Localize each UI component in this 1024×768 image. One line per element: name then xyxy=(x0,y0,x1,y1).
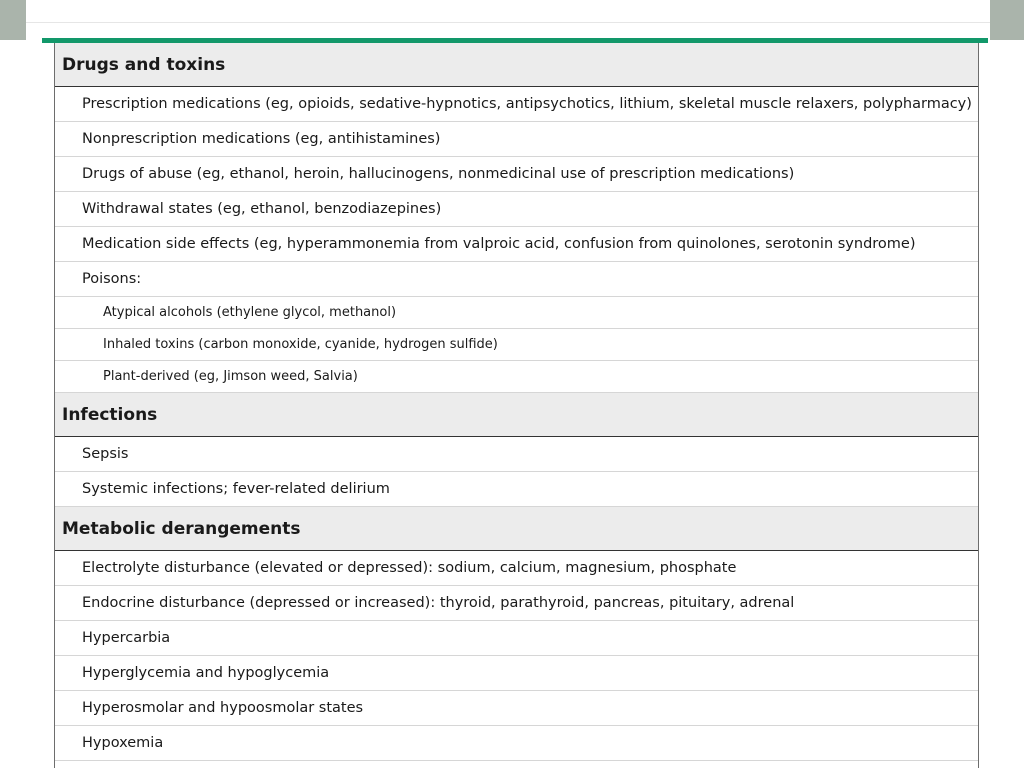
table-row: Hypoxemia xyxy=(55,726,978,761)
table-subrow: Inhaled toxins (carbon monoxide, cyanide, hydrogen sulfide) xyxy=(55,329,978,361)
causes-table xyxy=(54,43,979,768)
slide-top-strip xyxy=(0,0,1024,40)
table-row: Hyperglycemia and hypoglycemia xyxy=(55,656,978,691)
table-row: Endocrine disturbance (depressed or increased): thyroid, parathyroid, pancreas, pituitary, adrenal xyxy=(55,586,978,621)
table-row: Withdrawal states (eg, ethanol, benzodiazepines) xyxy=(55,192,978,227)
table-row: Hypercarbia xyxy=(55,621,978,656)
section-header: Infections xyxy=(55,393,978,437)
section-header: Metabolic derangements xyxy=(55,507,978,551)
table-row: Drugs of abuse (eg, ethanol, heroin, hallucinogens, nonmedicinal use of prescription medications) xyxy=(55,157,978,192)
top-divider-line xyxy=(26,22,990,23)
table-row: Poisons: xyxy=(55,262,978,297)
corner-block-right xyxy=(990,0,1024,40)
section-header: Drugs and toxins xyxy=(55,43,978,87)
table-row: Hyperosmolar and hypoosmolar states xyxy=(55,691,978,726)
table-subrow: Atypical alcohols (ethylene glycol, methanol) xyxy=(55,297,978,329)
table-row: Electrolyte disturbance (elevated or depressed): sodium, calcium, magnesium, phosphate xyxy=(55,551,978,586)
table-row: Medication side effects (eg, hyperammonemia from valproic acid, confusion from quinolones, serotonin syndrome) xyxy=(55,227,978,262)
table-row: Systemic infections; fever-related delirium xyxy=(55,472,978,507)
table-row: Sepsis xyxy=(55,437,978,472)
table-row: Nonprescription medications (eg, antihistamines) xyxy=(55,122,978,157)
table-row: Prescription medications (eg, opioids, sedative-hypnotics, antipsychotics, lithium, skeletal muscle relaxers, polypharmacy) xyxy=(55,87,978,122)
corner-block-left xyxy=(0,0,26,40)
table-subrow: Plant-derived (eg, Jimson weed, Salvia) xyxy=(55,361,978,393)
